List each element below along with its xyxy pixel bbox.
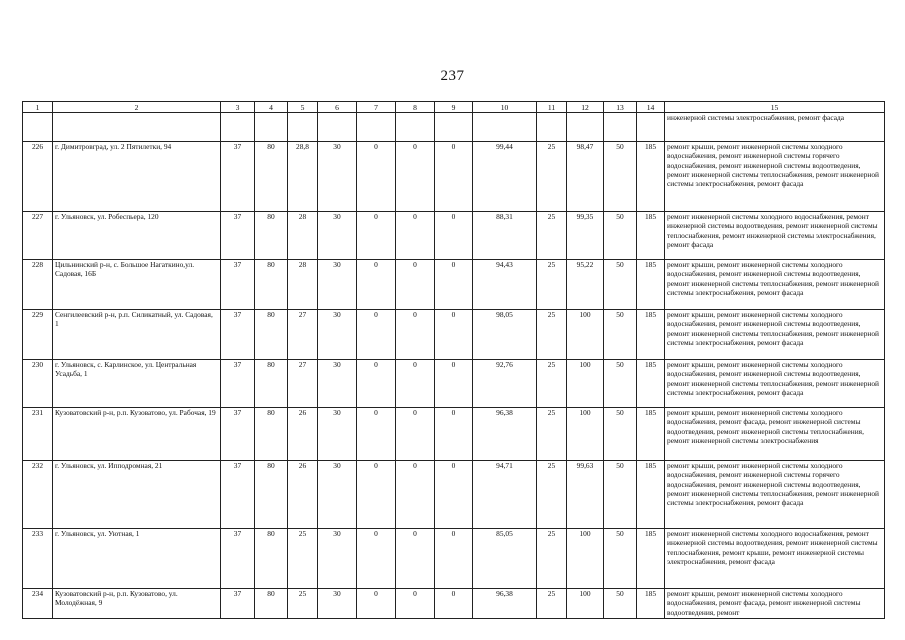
value-cell: 80 <box>255 260 288 310</box>
empty-cell <box>221 113 255 142</box>
value-cell: 96,38 <box>473 408 537 461</box>
value-cell: 0 <box>357 461 396 529</box>
value-cell: 27 <box>288 310 318 360</box>
empty-cell <box>288 113 318 142</box>
works-cell: ремонт крыши, ремонт инженерной системы холодного водоснабжения, ремонт инженерной системы водоотведения, ремонт инженерной системы теплоснабжения, ремонт инженерной системы электроснабжения, ремонт фасада <box>665 310 885 360</box>
value-cell: 0 <box>435 529 473 589</box>
value-cell: 96,38 <box>473 589 537 619</box>
works-cell: ремонт крыши, ремонт инженерной системы холодного водоснабжения, ремонт инженерной системы водоотведения, ремонт инженерной системы теплоснабжения, ремонт инженерной системы электроснабжения, ремонт фасада <box>665 260 885 310</box>
value-cell: 37 <box>221 461 255 529</box>
column-header: 7 <box>357 102 396 113</box>
value-cell: 98,47 <box>567 142 604 212</box>
table-row <box>23 529 885 589</box>
works-cell: ремонт крыши, ремонт инженерной системы холодного водоснабжения, ремонт инженерной системы горячего водоснабжения, ремонт инженерной системы водоотведения, ремонт инженерной системы теплоснабжения, ремонт инженерной системы электроснабжения, ремонт фасада <box>665 142 885 212</box>
works-cell: ремонт крыши, ремонт инженерной системы холодного водоснабжения, ремонт фасада, ремонт инженерной системы водоотведения, ремонт <box>665 589 885 619</box>
value-cell: 37 <box>221 260 255 310</box>
value-cell: 50 <box>604 589 637 619</box>
empty-cell <box>318 113 357 142</box>
value-cell: 0 <box>357 360 396 408</box>
column-header: 15 <box>665 102 885 113</box>
table-row <box>23 589 885 619</box>
table-row <box>23 461 885 529</box>
column-header: 9 <box>435 102 473 113</box>
value-cell: 50 <box>604 529 637 589</box>
row-index: 234 <box>23 589 53 619</box>
value-cell: 185 <box>637 529 665 589</box>
value-cell: 100 <box>567 589 604 619</box>
value-cell: 30 <box>318 461 357 529</box>
empty-cell <box>435 113 473 142</box>
address-cell: Кузоватовский р-н, р.п. Кузоватово, ул. Молодёжная, 9 <box>53 589 221 619</box>
works-cell: ремонт инженерной системы холодного водоснабжения, ремонт инженерной системы водоотведения, ремонт инженерной системы теплоснабжения, ремонт инженерной системы электроснабжения, ремонт фасада <box>665 212 885 260</box>
value-cell: 25 <box>537 589 567 619</box>
buildings-table <box>22 101 885 619</box>
row-index: 233 <box>23 529 53 589</box>
value-cell: 0 <box>396 408 435 461</box>
value-cell: 0 <box>435 260 473 310</box>
value-cell: 85,05 <box>473 529 537 589</box>
table-row <box>23 212 885 260</box>
value-cell: 25 <box>537 461 567 529</box>
value-cell: 25 <box>537 310 567 360</box>
value-cell: 0 <box>396 260 435 310</box>
value-cell: 185 <box>637 142 665 212</box>
value-cell: 80 <box>255 529 288 589</box>
value-cell: 0 <box>435 408 473 461</box>
value-cell: 27 <box>288 360 318 408</box>
column-header: 11 <box>537 102 567 113</box>
value-cell: 25 <box>537 142 567 212</box>
works-cell: инженерной системы электроснабжения, ремонт фасада <box>665 113 885 142</box>
address-cell: Цильнинский р-н, с. Большое Нагаткино,ул. Садовая, 16Б <box>53 260 221 310</box>
value-cell: 92,76 <box>473 360 537 408</box>
column-header: 12 <box>567 102 604 113</box>
value-cell: 28 <box>288 212 318 260</box>
empty-cell <box>473 113 537 142</box>
value-cell: 37 <box>221 360 255 408</box>
value-cell: 0 <box>396 589 435 619</box>
empty-cell <box>604 113 637 142</box>
value-cell: 25 <box>537 260 567 310</box>
address-cell: г. Димитровград, ул. 2 Пятилетки, 94 <box>53 142 221 212</box>
value-cell: 80 <box>255 360 288 408</box>
value-cell: 25 <box>537 408 567 461</box>
value-cell: 0 <box>435 360 473 408</box>
value-cell: 100 <box>567 408 604 461</box>
value-cell: 30 <box>318 212 357 260</box>
table-row <box>23 310 885 360</box>
continuation-row <box>23 113 885 142</box>
value-cell: 28,8 <box>288 142 318 212</box>
address-cell: г. Ульяновск, с. Карлинское, ул. Центральная Усадьба, 1 <box>53 360 221 408</box>
value-cell: 0 <box>396 529 435 589</box>
value-cell: 185 <box>637 260 665 310</box>
value-cell: 99,35 <box>567 212 604 260</box>
value-cell: 0 <box>435 212 473 260</box>
empty-cell <box>537 113 567 142</box>
value-cell: 80 <box>255 212 288 260</box>
value-cell: 50 <box>604 461 637 529</box>
value-cell: 37 <box>221 589 255 619</box>
value-cell: 30 <box>318 529 357 589</box>
value-cell: 37 <box>221 142 255 212</box>
value-cell: 0 <box>396 360 435 408</box>
value-cell: 0 <box>357 408 396 461</box>
table-row <box>23 260 885 310</box>
empty-cell <box>23 113 53 142</box>
value-cell: 185 <box>637 408 665 461</box>
value-cell: 37 <box>221 529 255 589</box>
address-cell: г. Ульяновск, ул. Уютная, 1 <box>53 529 221 589</box>
value-cell: 50 <box>604 260 637 310</box>
column-header: 14 <box>637 102 665 113</box>
value-cell: 88,31 <box>473 212 537 260</box>
value-cell: 95,22 <box>567 260 604 310</box>
value-cell: 185 <box>637 310 665 360</box>
address-cell: г. Ульяновск, ул. Ипподромная, 21 <box>53 461 221 529</box>
empty-cell <box>567 113 604 142</box>
column-header: 5 <box>288 102 318 113</box>
row-index: 229 <box>23 310 53 360</box>
row-index: 230 <box>23 360 53 408</box>
value-cell: 80 <box>255 408 288 461</box>
table-row <box>23 408 885 461</box>
column-header: 13 <box>604 102 637 113</box>
value-cell: 30 <box>318 310 357 360</box>
value-cell: 25 <box>537 360 567 408</box>
column-header: 6 <box>318 102 357 113</box>
address-cell: Кузоватовский р-н, р.п. Кузоватово, ул. Рабочая, 19 <box>53 408 221 461</box>
value-cell: 0 <box>357 260 396 310</box>
empty-cell <box>637 113 665 142</box>
empty-cell <box>357 113 396 142</box>
value-cell: 25 <box>288 589 318 619</box>
value-cell: 0 <box>396 461 435 529</box>
value-cell: 25 <box>537 529 567 589</box>
value-cell: 185 <box>637 212 665 260</box>
value-cell: 26 <box>288 408 318 461</box>
value-cell: 99,63 <box>567 461 604 529</box>
value-cell: 50 <box>604 408 637 461</box>
value-cell: 26 <box>288 461 318 529</box>
value-cell: 0 <box>357 589 396 619</box>
column-header: 1 <box>23 102 53 113</box>
value-cell: 30 <box>318 142 357 212</box>
table-row <box>23 142 885 212</box>
value-cell: 185 <box>637 589 665 619</box>
row-index: 227 <box>23 212 53 260</box>
works-cell: ремонт крыши, ремонт инженерной системы холодного водоснабжения, ремонт инженерной системы горячего водоснабжения, ремонт инженерной системы водоотведения, ремонт инженерной системы теплоснабжения, ремонт инженерной системы электроснабжения, ремонт фасада <box>665 461 885 529</box>
empty-cell <box>255 113 288 142</box>
value-cell: 28 <box>288 260 318 310</box>
empty-cell <box>53 113 221 142</box>
value-cell: 0 <box>357 529 396 589</box>
value-cell: 100 <box>567 310 604 360</box>
value-cell: 99,44 <box>473 142 537 212</box>
works-cell: ремонт инженерной системы холодного водоснабжения, ремонт инженерной системы водоотведения, ремонт инженерной системы теплоснабжения, ремонт крыши, ремонт инженерной системы электроснабжения, ремонт фасада <box>665 529 885 589</box>
value-cell: 30 <box>318 408 357 461</box>
value-cell: 94,43 <box>473 260 537 310</box>
value-cell: 185 <box>637 461 665 529</box>
value-cell: 0 <box>396 310 435 360</box>
row-index: 226 <box>23 142 53 212</box>
value-cell: 37 <box>221 212 255 260</box>
value-cell: 94,71 <box>473 461 537 529</box>
value-cell: 50 <box>604 212 637 260</box>
value-cell: 0 <box>357 212 396 260</box>
value-cell: 50 <box>604 360 637 408</box>
works-cell: ремонт крыши, ремонт инженерной системы холодного водоснабжения, ремонт инженерной системы водоотведения, ремонт инженерной системы теплоснабжения, ремонт инженерной системы электроснабжения, ремонт фасада <box>665 360 885 408</box>
row-index: 228 <box>23 260 53 310</box>
value-cell: 30 <box>318 589 357 619</box>
works-cell: ремонт крыши, ремонт инженерной системы холодного водоснабжения, ремонт фасада, ремонт инженерной системы водоотведения, ремонт инженерной системы теплоснабжения, ремонт инженерной системы электроснабжения <box>665 408 885 461</box>
value-cell: 80 <box>255 142 288 212</box>
value-cell: 0 <box>435 310 473 360</box>
value-cell: 50 <box>604 310 637 360</box>
row-index: 232 <box>23 461 53 529</box>
value-cell: 0 <box>435 461 473 529</box>
column-header: 2 <box>53 102 221 113</box>
column-header: 10 <box>473 102 537 113</box>
value-cell: 80 <box>255 461 288 529</box>
value-cell: 0 <box>357 310 396 360</box>
value-cell: 0 <box>396 212 435 260</box>
column-header: 3 <box>221 102 255 113</box>
value-cell: 100 <box>567 360 604 408</box>
value-cell: 37 <box>221 310 255 360</box>
value-cell: 25 <box>537 212 567 260</box>
column-header: 8 <box>396 102 435 113</box>
value-cell: 0 <box>435 142 473 212</box>
value-cell: 185 <box>637 360 665 408</box>
empty-cell <box>396 113 435 142</box>
address-cell: Сенгилеевский р-н, р.п. Силикатный, ул. Садовая, 1 <box>53 310 221 360</box>
value-cell: 80 <box>255 310 288 360</box>
header-row <box>23 102 885 113</box>
address-cell: г. Ульяновск, ул. Робеспьера, 120 <box>53 212 221 260</box>
value-cell: 30 <box>318 360 357 408</box>
value-cell: 100 <box>567 529 604 589</box>
value-cell: 0 <box>396 142 435 212</box>
value-cell: 25 <box>288 529 318 589</box>
value-cell: 0 <box>357 142 396 212</box>
value-cell: 0 <box>435 589 473 619</box>
column-header: 4 <box>255 102 288 113</box>
value-cell: 30 <box>318 260 357 310</box>
page-number: 237 <box>440 68 465 84</box>
row-index: 231 <box>23 408 53 461</box>
value-cell: 37 <box>221 408 255 461</box>
value-cell: 98,05 <box>473 310 537 360</box>
value-cell: 80 <box>255 589 288 619</box>
table-row <box>23 360 885 408</box>
value-cell: 50 <box>604 142 637 212</box>
